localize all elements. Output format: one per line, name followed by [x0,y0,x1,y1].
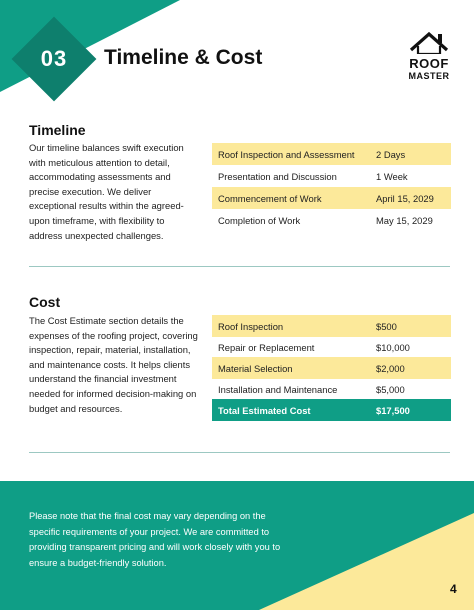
house-roof-icon [408,30,450,54]
total-label: Total Estimated Cost [218,404,311,416]
table-row [212,337,451,357]
cost-table [212,315,451,421]
timeline-task: Presentation and Discussion [218,170,337,182]
cost-amount: $2,000 [376,362,405,374]
section-number: 03 [40,46,68,71]
timeline-value: 1 Week [376,170,408,182]
table-row [212,315,451,337]
cost-item: Material Selection [218,362,293,374]
timeline-task: Commencement of Work [218,192,322,204]
page-title: Timeline & Cost [104,46,263,69]
cost-amount: $5,000 [376,383,405,395]
table-row [212,165,451,187]
timeline-task: Completion of Work [218,214,301,226]
cost-amount: $500 [376,320,397,332]
table-row [212,357,451,379]
cost-description: The Cost Estimate section details the expenses of the roofing project, covering inspection, repair, material, installation, and maintenance costs. It helps clients understand the financial investment needed for informed decision-making on budget and resources. [29,315,198,414]
footer-corner-decoration [259,513,474,610]
section-divider [29,452,450,453]
timeline-task: Roof Inspection and Assessment [218,148,355,160]
section-divider [29,266,450,267]
logo-text-master: MASTER [408,71,450,81]
timeline-value: May 15, 2029 [376,214,433,226]
table-row [212,209,451,231]
timeline-description: Our timeline balances swift execution with meticulous attention to detail, accommodating assessments and precise execution. We deliver exceptional results within the agreed-upon timeframe, with flexibility to address unexpected challenges. [29,142,184,241]
timeline-table [212,143,451,231]
timeline-value: April 15, 2029 [376,192,434,204]
table-row [212,143,451,165]
table-row [212,187,451,209]
table-row [212,379,451,399]
company-logo [403,30,453,86]
total-row [212,399,451,421]
footer-note: Please note that the final cost may vary depending on the specific requirements of your project. We are committed to providing transparent pricing and will work closely with you to ensure a budget-friendly solution. [29,511,281,568]
cost-item: Roof Inspection [218,320,284,332]
logo-text-roof: ROOF [409,56,449,71]
cost-item: Installation and Maintenance [218,383,338,395]
timeline-value: 2 Days [376,148,406,160]
cost-item: Repair or Replacement [218,341,315,353]
page-number: 4 [450,582,457,596]
cost-amount: $10,000 [376,341,410,353]
total-amount: $17,500 [376,404,410,416]
footer-banner [0,481,474,610]
cost-heading: Cost [29,294,61,310]
timeline-heading: Timeline [29,122,86,138]
